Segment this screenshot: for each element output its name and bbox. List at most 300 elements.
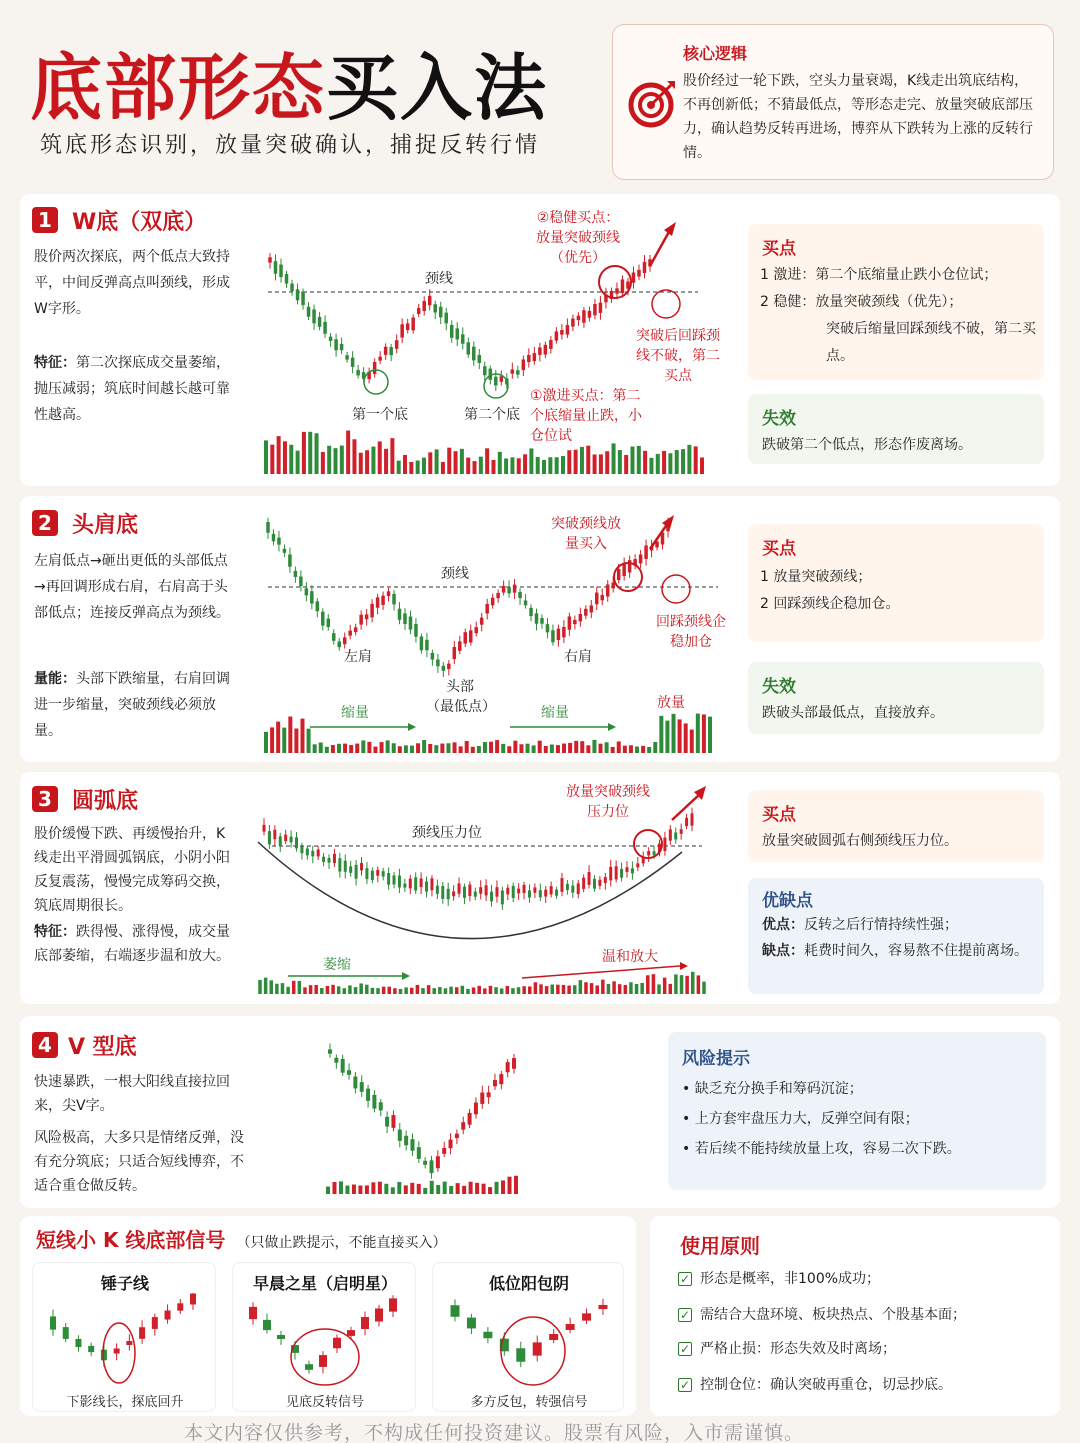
bottom-2-label: 第二个底	[464, 407, 520, 423]
volume-bar	[641, 746, 645, 753]
section-desc: 快速暴跌，一根大阳线直接拉回来，尖V字。	[34, 1074, 230, 1114]
volume-bar	[428, 452, 432, 474]
candle-body	[538, 347, 542, 354]
volume-bar	[526, 744, 530, 753]
candle-body	[562, 627, 566, 637]
candle-body	[483, 1332, 492, 1338]
candle-body	[663, 838, 666, 851]
candle-body	[444, 313, 448, 324]
head-sub-label: （最低点）	[426, 699, 496, 715]
volume-bar	[567, 986, 571, 994]
candle-body	[279, 265, 283, 278]
hammer-pattern	[43, 1293, 207, 1389]
rule-item: ✓ 严格止损：形态失效及时离场；	[679, 1341, 896, 1357]
volume-bar	[580, 741, 584, 753]
volume-bar	[298, 981, 302, 994]
candle-body	[571, 886, 574, 893]
volume-bar	[473, 461, 477, 474]
candle-body	[366, 1089, 370, 1101]
target-icon	[627, 77, 679, 129]
volume-bar	[348, 985, 352, 994]
volume-bar	[483, 988, 487, 994]
candle-body	[333, 854, 336, 863]
risk-item-3: • 若后续不能持续放量上攻，容易二次下跌。	[682, 1141, 961, 1157]
signal-desc: 多方反包，转强信号	[470, 1395, 588, 1410]
volume-bar	[331, 985, 335, 994]
volume-bar	[477, 746, 481, 753]
candle-body	[177, 1303, 183, 1310]
volume-bar	[409, 462, 413, 474]
candle-body	[305, 1364, 313, 1370]
volume-bar	[264, 440, 268, 474]
candle-body	[474, 1103, 478, 1115]
candle-body	[63, 1327, 69, 1339]
candle-body	[642, 858, 645, 864]
volume-bar	[352, 1185, 356, 1194]
volume-bar	[669, 984, 673, 994]
volume-bar	[672, 714, 676, 753]
volume-bar	[365, 450, 369, 474]
candle-body	[512, 1058, 516, 1069]
candle-body	[582, 1313, 591, 1320]
neckline-label: 颈线	[425, 271, 453, 287]
volume-bar	[397, 461, 401, 474]
candle-body	[493, 1080, 497, 1086]
volume-bar	[427, 985, 431, 994]
candle-body	[491, 598, 495, 606]
candle-body	[647, 851, 650, 855]
candle-body	[114, 1348, 120, 1353]
candle-body	[495, 887, 498, 897]
volume-bar	[494, 987, 498, 994]
volume-bar	[309, 985, 313, 994]
candle-body	[571, 319, 575, 327]
volume-bar	[334, 448, 338, 474]
candle-body	[389, 347, 393, 355]
volume-bar	[459, 746, 463, 753]
volume-bar	[404, 1185, 408, 1194]
fail-text: 跌破第二个低点，形态作废离场。	[762, 437, 972, 453]
page-title	[30, 30, 548, 134]
volume-bar	[455, 987, 459, 994]
volume-bar	[354, 987, 358, 994]
volume-bar	[586, 745, 590, 753]
volume-bar	[550, 744, 554, 753]
volume-bar	[694, 446, 698, 474]
candle-body	[568, 616, 572, 629]
volume-bar	[611, 747, 615, 753]
candle-body	[669, 829, 672, 840]
volume-bar	[674, 974, 678, 994]
volume-bar	[371, 1182, 375, 1194]
candle-body	[528, 890, 531, 897]
section-number: 3	[32, 786, 58, 812]
candle-body	[468, 1113, 472, 1125]
candle-body	[455, 328, 459, 339]
candle-body	[485, 604, 489, 614]
volume-bar	[392, 743, 396, 753]
candle-body	[318, 317, 322, 327]
volume-bar	[384, 1184, 388, 1194]
candle-body	[387, 591, 391, 596]
core-text: 股价经过一轮下跌，空头力量衰竭，K线走出筑底结构，不再创新低；不猜最低点，等形态走完、放量突破底部压力，确认趋势反转再进场，博弈从下跌转为上涨的反转行情。	[683, 73, 1033, 161]
core-title: 核心逻辑	[683, 44, 748, 63]
candle-body	[577, 316, 581, 320]
candle-body	[447, 889, 450, 899]
candle-body	[631, 868, 634, 873]
signal-title: 早晨之星（启明星）	[252, 1274, 397, 1293]
volume-bar	[656, 454, 660, 474]
candle-body	[409, 879, 412, 889]
candle-body	[305, 588, 309, 595]
volume-bar	[352, 439, 356, 474]
section-title: W底（双底）	[72, 210, 207, 235]
volume-bar	[264, 732, 268, 753]
volume-bar	[678, 719, 682, 753]
volume-bar	[365, 985, 369, 994]
candle-body	[411, 318, 415, 331]
volume-bar	[555, 457, 559, 474]
volume-bar	[365, 1185, 369, 1194]
volume-bar	[355, 744, 359, 753]
candle-body	[152, 1317, 158, 1329]
volume-bar	[399, 989, 403, 994]
candle-body	[551, 630, 555, 642]
section-feature: 风险极高，大多只是情绪反弹，没有充分筑底；只适合短线博弈，不适合重仓做反转。	[34, 1130, 244, 1194]
volume-bar	[423, 1188, 427, 1194]
candle-body	[349, 866, 352, 872]
candle-body	[606, 585, 610, 597]
candle-body	[639, 555, 643, 564]
volume-bar	[690, 730, 694, 753]
volume-bar	[373, 747, 377, 753]
signals-note: （只做止跌提示，不能直接买入）	[236, 1235, 447, 1251]
v-risk-box	[668, 1032, 1046, 1190]
volume-expand-label: 温和放大	[602, 949, 658, 965]
volume-bar	[430, 1181, 434, 1194]
volume-bar	[538, 741, 542, 753]
candle-body	[464, 632, 468, 643]
risk-item-2: • 上方套牢盘压力大，反弹空间有限；	[682, 1111, 919, 1127]
volume-bar	[623, 746, 627, 753]
candle-body	[307, 307, 311, 317]
volume-bar	[663, 978, 667, 994]
volume-bar	[296, 451, 300, 474]
candle-body	[461, 1122, 465, 1129]
candle-body	[428, 296, 432, 305]
head-label: 头部	[446, 679, 474, 695]
volume-bar	[434, 745, 438, 753]
candle-body	[370, 604, 374, 618]
volume-bar	[599, 454, 603, 474]
engulfing-pattern	[443, 1293, 615, 1389]
fail-text: 跌破头部最低点，直接放弃。	[762, 705, 944, 721]
neckline-label: 颈线压力位	[412, 825, 482, 841]
volume-bar	[489, 742, 493, 753]
volume-bar	[612, 443, 616, 474]
candle-body	[354, 627, 358, 632]
volume-bar	[702, 714, 706, 753]
candle-body	[365, 868, 368, 879]
candle-body	[621, 279, 625, 293]
volume-bar	[277, 436, 281, 474]
candle-body	[395, 340, 399, 349]
candle-body	[338, 858, 341, 871]
candle-body	[566, 884, 569, 890]
volume-bar	[288, 717, 292, 753]
volume-bar	[637, 446, 641, 474]
volume-bar	[269, 980, 273, 994]
volume-bar	[416, 743, 420, 753]
volume-bar	[410, 746, 414, 753]
candle-body	[190, 1294, 196, 1305]
candle-body	[474, 627, 478, 633]
aggressive-buy-annotation: ①激进买点：第二个底缩量止跌，小仓位试	[530, 388, 642, 444]
candle-body	[391, 1115, 395, 1128]
volume-bar	[438, 987, 442, 994]
page-subtitle: 筑底形态识别，放量突破确认，捕捉反转行情	[40, 133, 541, 158]
volume-shrink-label: 萎缩	[323, 957, 351, 973]
disclaimer: 本文内容仅供参考，不构成任何投资建议。股票有风险，入市需谨慎。	[184, 1422, 805, 1443]
volume-bar	[684, 723, 688, 753]
candle-body	[573, 620, 577, 624]
candle-body	[317, 850, 320, 857]
volume-bar	[662, 451, 666, 474]
candle-body	[513, 585, 517, 593]
candle-body	[340, 344, 344, 350]
candle-body	[501, 891, 504, 905]
candle-body	[593, 304, 597, 315]
rules-title: 使用原则	[680, 1234, 760, 1258]
candle-body	[403, 884, 406, 888]
volume-bar	[404, 987, 408, 994]
volume-bar	[511, 988, 514, 994]
volume-bar	[294, 729, 298, 753]
candle-body	[139, 1327, 145, 1339]
volume-bar	[519, 744, 523, 753]
volume-bar	[618, 984, 622, 994]
volume-bar	[382, 987, 386, 994]
candle-body	[533, 1342, 542, 1355]
volume-bar	[326, 986, 330, 994]
volume-bar	[488, 1187, 492, 1194]
volume-bar	[422, 740, 426, 753]
volume-bar	[282, 728, 286, 753]
volume-bar	[349, 745, 353, 753]
candle-body	[506, 1062, 510, 1072]
volume-bar	[635, 984, 639, 994]
candle-body	[376, 597, 380, 607]
volume-bar	[657, 984, 661, 994]
volume-bar	[449, 987, 453, 994]
volume-bar	[388, 987, 392, 994]
candle-body	[555, 890, 558, 896]
volume-bar	[542, 460, 546, 474]
volume-bar	[517, 987, 521, 994]
candle-body	[360, 1082, 364, 1092]
volume-bar	[691, 972, 695, 994]
volume-bar	[398, 746, 402, 753]
candle-body	[376, 870, 379, 876]
check-icon: ✓	[679, 1272, 691, 1286]
volume-bar	[595, 985, 599, 994]
candle-body	[249, 1307, 257, 1319]
volume-bar	[292, 981, 296, 994]
candle-body	[622, 564, 626, 576]
volume-bar	[528, 986, 532, 994]
volume-bar	[371, 988, 375, 994]
volume-expand-label: 放量	[657, 695, 685, 711]
candle-body	[617, 569, 621, 580]
candle-body	[274, 261, 278, 274]
candle-body	[524, 600, 528, 605]
candle-body	[268, 831, 271, 844]
volume-bar	[504, 458, 508, 474]
volume-bar	[529, 448, 533, 474]
candle-body	[469, 630, 473, 642]
candle-body	[311, 851, 314, 856]
volume-bar	[668, 453, 672, 474]
volume-bar	[359, 983, 363, 994]
candle-body	[467, 342, 471, 354]
candle-body	[283, 549, 287, 553]
volume-bar	[472, 987, 476, 994]
candle-body	[474, 892, 477, 897]
volume-bar	[545, 986, 549, 994]
candle-body	[284, 835, 287, 841]
candle-body	[328, 1049, 332, 1053]
candle-body	[494, 377, 498, 386]
volume-bar	[384, 449, 388, 474]
candle-body	[458, 641, 462, 650]
volume-bar	[544, 746, 548, 753]
volume-bar	[592, 740, 596, 753]
candle-body	[506, 888, 509, 895]
candle-body	[277, 538, 281, 545]
volume-bar	[482, 1184, 486, 1194]
candle-body	[685, 818, 688, 826]
volume-bar	[605, 451, 609, 474]
candle-body	[588, 311, 592, 318]
candle-body	[517, 889, 520, 894]
candle-body	[609, 867, 612, 881]
candle-body	[398, 1130, 402, 1141]
volume-bar	[483, 742, 487, 753]
candle-body	[351, 358, 355, 367]
volume-bar	[500, 988, 504, 994]
signal-card-morning-star	[232, 1262, 416, 1412]
candle-body	[375, 1308, 383, 1321]
candle-body	[323, 322, 327, 334]
volume-bar	[378, 441, 382, 474]
candle-body	[653, 851, 656, 855]
volume-bar	[501, 744, 505, 753]
volume-bar	[562, 985, 566, 994]
candle-body	[566, 1324, 575, 1330]
candle-body	[540, 618, 544, 624]
candle-body	[333, 1338, 341, 1348]
volume-bar	[428, 744, 432, 753]
volume-bar	[359, 453, 363, 474]
volume-bar	[416, 985, 420, 994]
candle-body	[455, 1134, 459, 1138]
volume-bar	[675, 450, 679, 474]
volume-bar	[561, 456, 565, 474]
buy-item-3: 突破后缩量回踩颈线不破，第二买点。	[826, 321, 1036, 364]
candle-body	[345, 355, 349, 359]
candle-body	[417, 308, 421, 314]
volume-bar	[300, 719, 304, 753]
volume-bar	[696, 714, 700, 753]
steady-buy-annotation: ②稳健买点：放量突破颈线（优先）	[536, 210, 620, 266]
volume-bar	[471, 747, 475, 753]
candle-body	[301, 292, 305, 306]
volume-bar	[307, 729, 311, 753]
candle-body	[599, 1305, 608, 1309]
candle-body	[430, 878, 433, 890]
volume-bar	[568, 743, 572, 753]
candle-body	[422, 301, 426, 311]
volume-bar	[286, 987, 290, 994]
candle-body	[539, 890, 542, 897]
arc-pros-box	[748, 878, 1044, 994]
candle-body	[341, 1059, 345, 1073]
volume-bar	[652, 974, 656, 994]
volume-bar	[456, 1183, 460, 1194]
candle-body	[451, 1305, 460, 1317]
candle-body	[321, 612, 325, 626]
volume-bar	[378, 1182, 382, 1194]
volume-bar	[376, 988, 380, 994]
volume-bar	[556, 985, 560, 994]
candle-body	[499, 1074, 503, 1084]
volume-bar	[574, 741, 578, 753]
candle-body	[406, 323, 410, 330]
volume-bar	[485, 448, 489, 474]
candle-body	[615, 288, 619, 293]
volume-shrink-label-2: 缩量	[541, 705, 569, 721]
candle-body	[400, 324, 404, 337]
volume-bar	[340, 446, 344, 474]
candle-body	[348, 631, 352, 636]
candle-body	[566, 325, 570, 335]
volume-bar	[522, 986, 526, 994]
candle-body	[599, 303, 603, 313]
candle-body	[277, 1335, 285, 1339]
candle-body	[593, 879, 596, 889]
volume-bar	[501, 1180, 505, 1194]
volume-bar	[539, 984, 543, 994]
volume-bar	[314, 985, 318, 994]
volume-bar	[264, 978, 268, 994]
candle-body	[347, 1330, 355, 1336]
candle-body	[385, 1117, 389, 1127]
candle-body	[483, 366, 487, 375]
candle-body	[450, 325, 454, 338]
signal-desc: 见底反转信号	[285, 1395, 364, 1410]
volume-bar	[417, 1184, 421, 1194]
volume-bar	[325, 747, 329, 753]
volume-bar	[441, 462, 445, 474]
candle-body	[436, 659, 440, 666]
candle-body	[507, 587, 511, 593]
pros-text: 优点：反转之后行情持续性强；	[762, 917, 958, 933]
candle-body	[165, 1310, 171, 1319]
buy-item-2: 2 回踩颈线企稳加仓。	[760, 596, 900, 612]
buy-item-1: 1 放量突破颈线；	[760, 569, 872, 585]
volume-bar	[653, 742, 657, 753]
candle-body	[310, 591, 314, 603]
